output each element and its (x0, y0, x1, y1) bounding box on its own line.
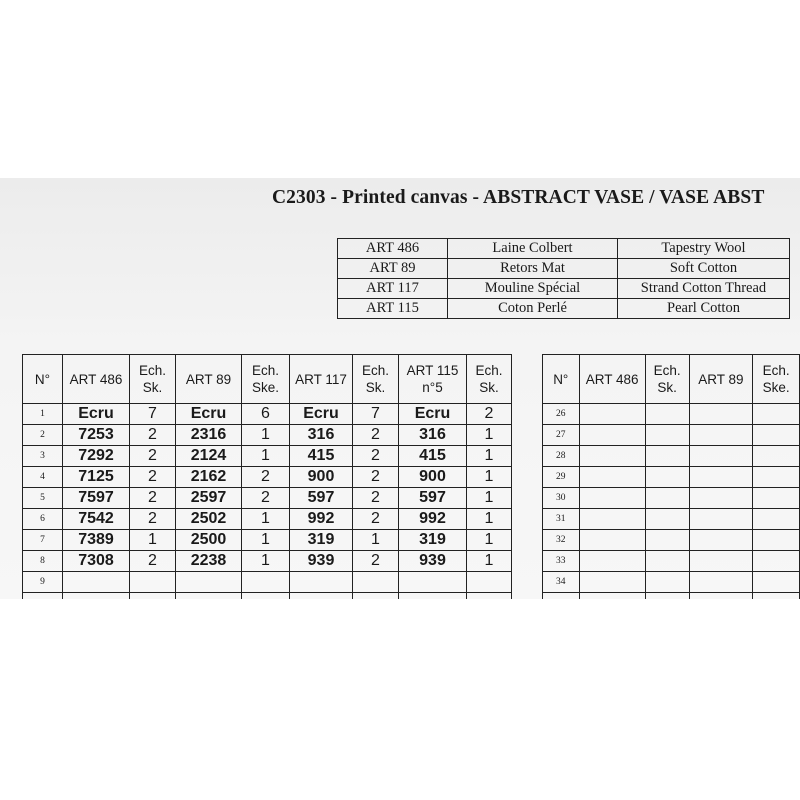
table-cell: 316 (399, 425, 467, 446)
table-row (23, 530, 512, 551)
table-cell: 2 (130, 488, 176, 509)
table-cell: 2 (130, 467, 176, 488)
table-cell (290, 593, 353, 600)
table-cell (130, 572, 176, 593)
table-cell: 1 (467, 530, 512, 551)
table-cell (467, 593, 512, 600)
table-cell (689, 404, 753, 425)
legend-row (338, 239, 790, 259)
table-cell (176, 593, 242, 600)
row-number: 27 (543, 425, 580, 446)
table-cell (399, 593, 467, 600)
table-cell: 1 (130, 530, 176, 551)
table-cell: 2124 (176, 446, 242, 467)
table-cell (23, 593, 63, 600)
table-cell (63, 572, 130, 593)
table-cell: 1 (467, 551, 512, 572)
table-cell (353, 572, 399, 593)
table-cell (753, 425, 800, 446)
table-cell: 900 (290, 467, 353, 488)
row-number: 31 (543, 509, 580, 530)
table-row-cut (23, 593, 512, 600)
table-cell: 1 (353, 530, 399, 551)
table-cell (645, 404, 689, 425)
table-cell: 2 (353, 551, 399, 572)
row-number: 32 (543, 530, 580, 551)
table-cell: 2162 (176, 467, 242, 488)
table-cell: 1 (242, 509, 290, 530)
table-cell (176, 572, 242, 593)
table-cell: Ecru (399, 404, 467, 425)
row-number: 6 (23, 509, 63, 530)
table-cell (689, 425, 753, 446)
table-row-cut (543, 593, 800, 600)
row-number: 5 (23, 488, 63, 509)
column-header: Ech. Sk. (130, 355, 176, 404)
legend-article: ART 117 (338, 279, 448, 299)
table-cell: 992 (399, 509, 467, 530)
row-number: 8 (23, 551, 63, 572)
table-cell (130, 593, 176, 600)
legend-row (338, 299, 790, 319)
table-row (23, 446, 512, 467)
legend-article: ART 89 (338, 259, 448, 279)
table-cell (645, 488, 689, 509)
table-cell: 316 (290, 425, 353, 446)
table-cell: 2 (242, 488, 290, 509)
row-number: 3 (23, 446, 63, 467)
table-cell (242, 572, 290, 593)
table-cell: 7542 (63, 509, 130, 530)
legend-article: ART 486 (338, 239, 448, 259)
column-header: N° (23, 355, 63, 404)
column-header: ART 486 (63, 355, 130, 404)
legend-row (338, 279, 790, 299)
row-number: 7 (23, 530, 63, 551)
table-cell (579, 467, 645, 488)
legend-name-fr: Laine Colbert (448, 239, 618, 259)
legend-name-en: Tapestry Wool (618, 239, 790, 259)
table-cell (242, 593, 290, 600)
table-cell: 1 (242, 446, 290, 467)
table-cell: 1 (467, 467, 512, 488)
legend-row (338, 259, 790, 279)
legend-name-fr: Retors Mat (448, 259, 618, 279)
table-row (543, 467, 800, 488)
table-cell (689, 551, 753, 572)
table-cell: 7 (353, 404, 399, 425)
table-cell (63, 593, 130, 600)
page-title: C2303 - Printed canvas - ABSTRACT VASE / VASE ABST (272, 187, 765, 208)
row-number: 28 (543, 446, 580, 467)
column-header: Ech. Ske. (242, 355, 290, 404)
table-cell: Ecru (176, 404, 242, 425)
column-header: N° (543, 355, 580, 404)
table-cell (645, 509, 689, 530)
table-row (543, 551, 800, 572)
table-cell: 7389 (63, 530, 130, 551)
column-header: Ech. Sk. (353, 355, 399, 404)
table-cell (579, 446, 645, 467)
table-cell: 7 (130, 404, 176, 425)
table-cell (753, 593, 800, 600)
table-cell (645, 446, 689, 467)
column-header: ART 89 (689, 355, 753, 404)
header-row (543, 355, 800, 404)
table-cell: 939 (399, 551, 467, 572)
table-cell: 2 (467, 404, 512, 425)
row-number: 30 (543, 488, 580, 509)
table-cell: 7125 (63, 467, 130, 488)
table-cell (579, 488, 645, 509)
table-cell: 7292 (63, 446, 130, 467)
table-row (543, 404, 800, 425)
table-row (23, 488, 512, 509)
table-cell: 1 (467, 425, 512, 446)
table-cell: 1 (242, 551, 290, 572)
table-cell: 1 (467, 488, 512, 509)
table-row (543, 488, 800, 509)
table-cell: 415 (290, 446, 353, 467)
color-chart-table-right (542, 354, 800, 599)
table-cell (689, 446, 753, 467)
table-cell (645, 467, 689, 488)
table-cell (753, 404, 800, 425)
row-number: 29 (543, 467, 580, 488)
table-cell: 939 (290, 551, 353, 572)
table-row (23, 467, 512, 488)
table-cell: 2 (130, 446, 176, 467)
table-cell (689, 530, 753, 551)
table-cell: 2 (353, 488, 399, 509)
column-header: ART 89 (176, 355, 242, 404)
table-row (23, 551, 512, 572)
table-cell: 2 (130, 425, 176, 446)
legend-name-en: Soft Cotton (618, 259, 790, 279)
table-cell: 2 (130, 551, 176, 572)
table-cell (579, 593, 645, 600)
table-cell (399, 572, 467, 593)
row-number: 26 (543, 404, 580, 425)
table-cell: 2 (242, 467, 290, 488)
table-cell (753, 467, 800, 488)
table-cell (753, 530, 800, 551)
row-number: 33 (543, 551, 580, 572)
table-cell: 2 (353, 467, 399, 488)
table-cell: 7253 (63, 425, 130, 446)
table-cell (467, 572, 512, 593)
thread-legend-table (337, 238, 790, 319)
table-cell: 2316 (176, 425, 242, 446)
table-cell (689, 467, 753, 488)
table-row (23, 425, 512, 446)
table-cell: 597 (290, 488, 353, 509)
column-header: Ech. Ske. (753, 355, 800, 404)
legend-name-en: Strand Cotton Thread (618, 279, 790, 299)
row-number: 34 (543, 572, 580, 593)
table-cell: 2 (353, 446, 399, 467)
table-cell (579, 425, 645, 446)
row-number: 9 (23, 572, 63, 593)
table-cell (689, 488, 753, 509)
color-chart-table-left (22, 354, 512, 599)
column-header: ART 486 (579, 355, 645, 404)
row-number: 1 (23, 404, 63, 425)
legend-article: ART 115 (338, 299, 448, 319)
table-cell (753, 488, 800, 509)
table-cell (753, 446, 800, 467)
table-cell (753, 551, 800, 572)
table-cell: 2500 (176, 530, 242, 551)
table-cell (290, 572, 353, 593)
table-cell (645, 551, 689, 572)
table-cell: 2 (353, 509, 399, 530)
table-cell (689, 593, 753, 600)
legend-name-fr: Coton Perlé (448, 299, 618, 319)
pattern-sheet (0, 178, 800, 599)
table-cell: 992 (290, 509, 353, 530)
legend-name-fr: Mouline Spécial (448, 279, 618, 299)
table-cell: 6 (242, 404, 290, 425)
table-cell: 2238 (176, 551, 242, 572)
table-cell: 1 (242, 425, 290, 446)
table-cell (543, 593, 580, 600)
table-cell: 319 (399, 530, 467, 551)
table-cell (579, 404, 645, 425)
header-row (23, 355, 512, 404)
column-header: Ech. Sk. (467, 355, 512, 404)
table-row (543, 425, 800, 446)
table-cell: 319 (290, 530, 353, 551)
table-cell (353, 593, 399, 600)
row-number: 4 (23, 467, 63, 488)
table-cell (753, 509, 800, 530)
table-cell (753, 572, 800, 593)
table-cell: 2 (130, 509, 176, 530)
table-cell (579, 572, 645, 593)
table-cell: 2 (353, 425, 399, 446)
table-row (23, 572, 512, 593)
table-cell: 1 (467, 446, 512, 467)
table-cell (645, 593, 689, 600)
table-cell (645, 425, 689, 446)
table-cell: 7597 (63, 488, 130, 509)
column-header: ART 117 (290, 355, 353, 404)
table-cell: 1 (467, 509, 512, 530)
table-cell (645, 530, 689, 551)
table-cell: 415 (399, 446, 467, 467)
table-cell (579, 530, 645, 551)
table-cell: 2597 (176, 488, 242, 509)
table-row (543, 446, 800, 467)
table-cell: 900 (399, 467, 467, 488)
table-cell (579, 509, 645, 530)
table-row (543, 572, 800, 593)
table-cell: 1 (242, 530, 290, 551)
table-cell (689, 572, 753, 593)
table-cell: 597 (399, 488, 467, 509)
table-cell (579, 551, 645, 572)
table-cell: Ecru (63, 404, 130, 425)
row-number: 2 (23, 425, 63, 446)
table-row (23, 509, 512, 530)
table-row (23, 404, 512, 425)
table-cell (689, 509, 753, 530)
table-row (543, 509, 800, 530)
table-cell: 7308 (63, 551, 130, 572)
table-row (543, 530, 800, 551)
table-cell: Ecru (290, 404, 353, 425)
table-cell (645, 572, 689, 593)
column-header: ART 115 n°5 (399, 355, 467, 404)
column-header: Ech. Sk. (645, 355, 689, 404)
table-cell: 2502 (176, 509, 242, 530)
legend-name-en: Pearl Cotton (618, 299, 790, 319)
